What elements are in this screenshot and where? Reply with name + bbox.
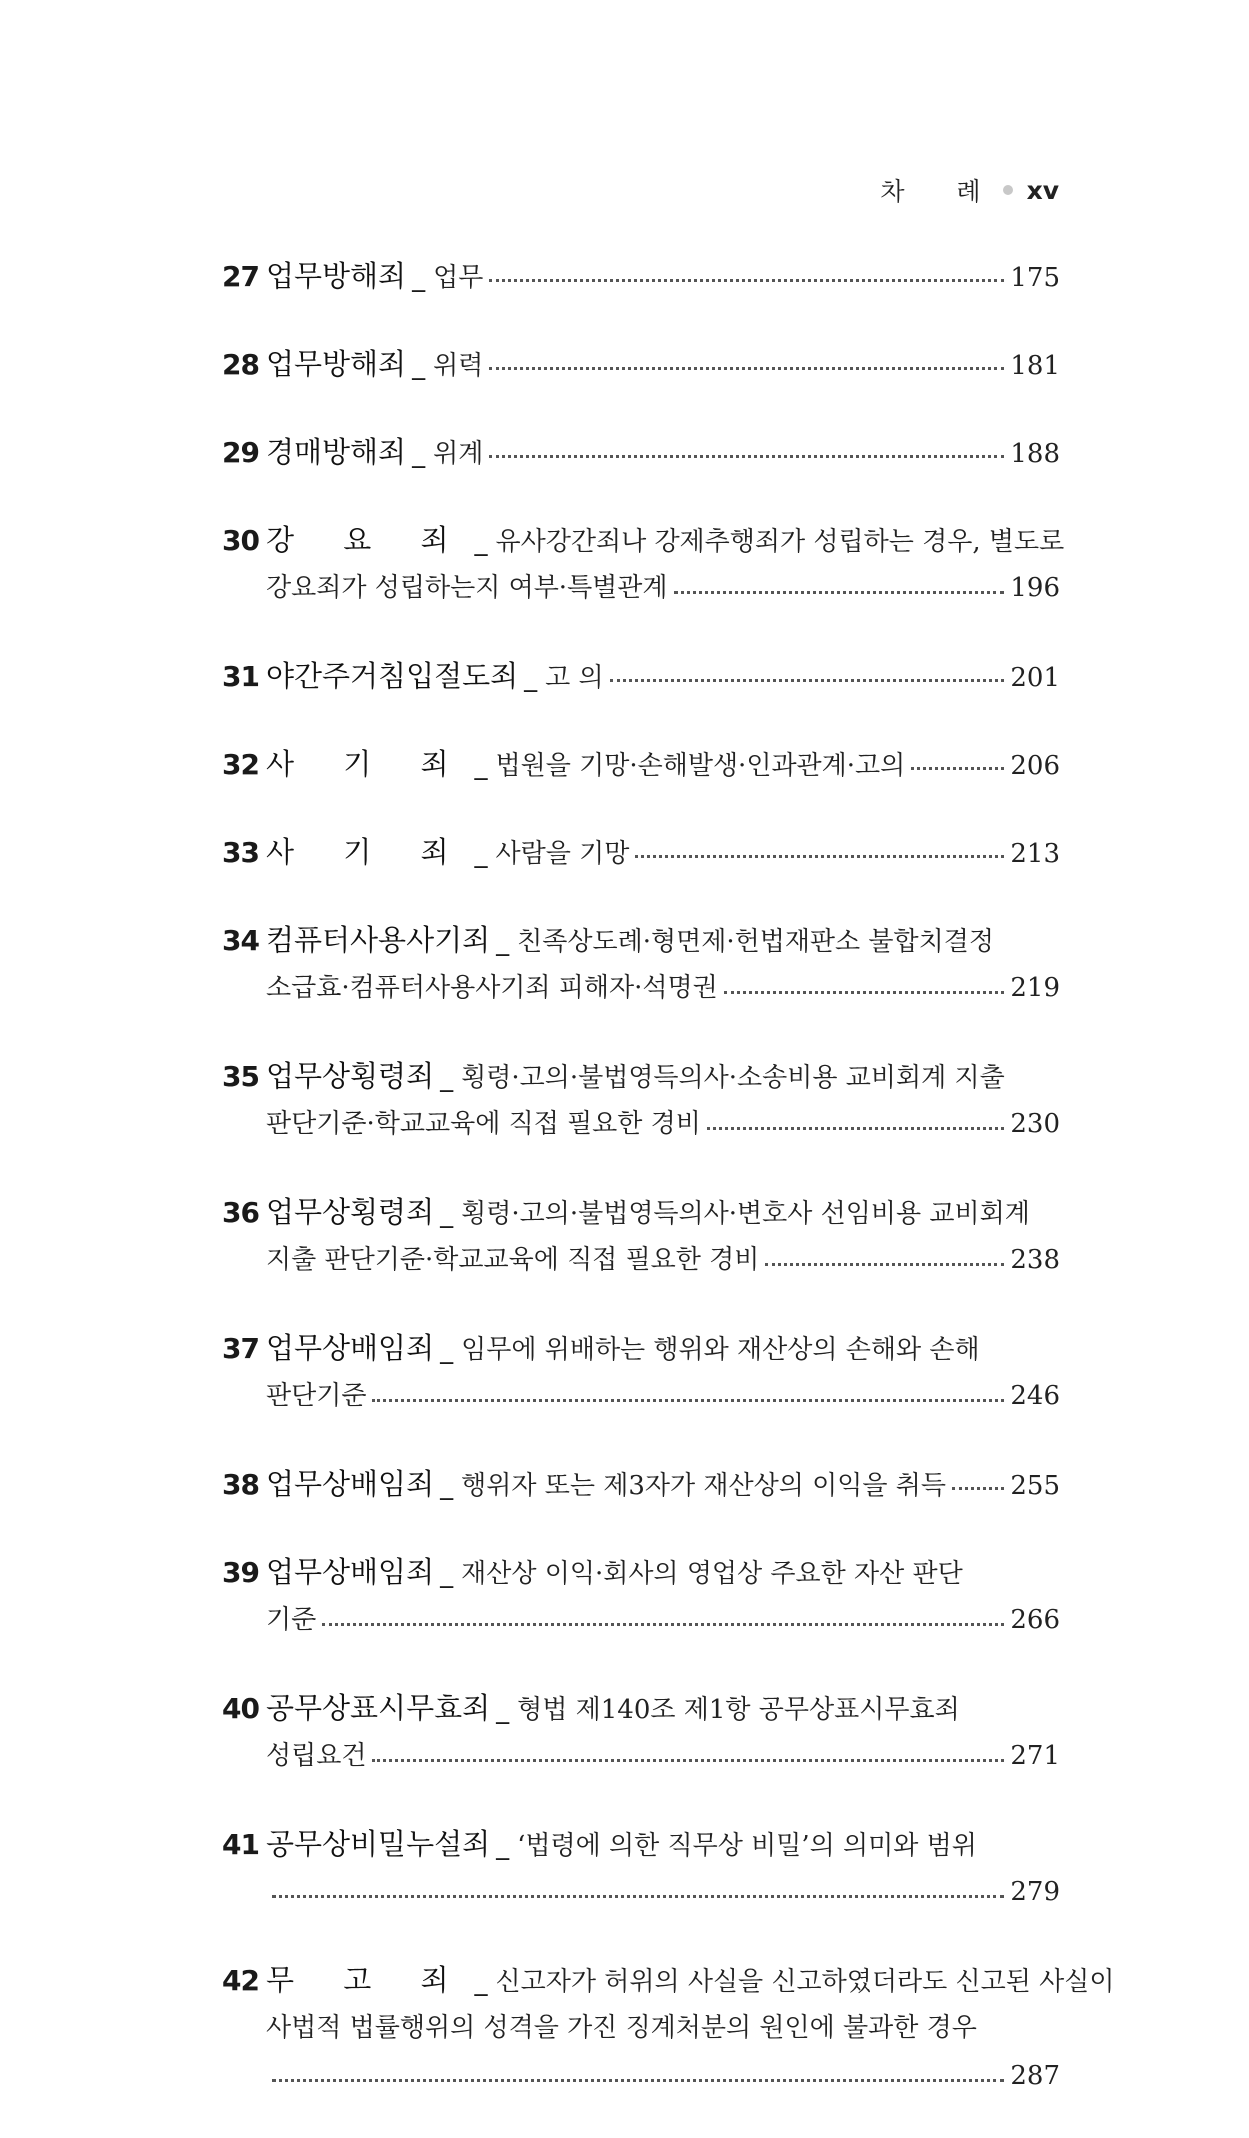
- running-header: [880, 172, 1059, 208]
- page-number: 230: [1010, 1109, 1060, 1139]
- toc-entry: [222, 426, 1060, 478]
- toc-entry-continuation-line: [222, 562, 1060, 614]
- title-separator: _: [440, 1471, 454, 1501]
- entry-subtitle: 친족상도례·형면제·헌법재판소 불합치결정: [517, 927, 995, 957]
- entry-subtitle: ‘법령에 의한 직무상 비밀’의 의미와 범위: [517, 1831, 977, 1861]
- toc-entry: [222, 338, 1060, 390]
- toc-entry-continuation-line: [222, 2050, 1060, 2102]
- toc-entry-first-line: [222, 1050, 1060, 1102]
- entry-subtitle: 기준: [266, 1605, 317, 1635]
- toc-entry-first-line: [222, 914, 1060, 966]
- crime-title: 야간주거침입절도죄: [266, 659, 519, 693]
- toc-entry-first-line: [222, 1322, 1060, 1374]
- toc-entry: [222, 738, 1060, 790]
- crime-title: 경매방해죄: [266, 435, 407, 469]
- crime-title: 컴퓨터사용사기죄: [266, 923, 491, 957]
- toc-entry-continuation-line: [222, 1370, 1060, 1422]
- crime-title: 업무상배임죄: [266, 1555, 435, 1589]
- chapter-number: 33: [222, 836, 259, 869]
- title-separator: _: [474, 527, 488, 557]
- toc-entry: [222, 1050, 1060, 1150]
- page-number: 201: [1010, 663, 1060, 693]
- toc-entry-continuation-line: [222, 1594, 1060, 1646]
- page-number: 181: [1010, 351, 1060, 381]
- dot-leader: [674, 591, 1005, 594]
- bullet-dot-icon: [1003, 185, 1013, 195]
- crime-title: 업무상배임죄: [266, 1467, 435, 1501]
- title-separator: _: [474, 839, 488, 869]
- chapter-number: 37: [222, 1332, 259, 1365]
- chapter-number: 36: [222, 1196, 259, 1229]
- chapter-number: 35: [222, 1060, 259, 1093]
- page-number: 196: [1010, 573, 1060, 603]
- page-number: 219: [1010, 973, 1060, 1003]
- entry-subtitle: 위력: [433, 351, 484, 381]
- entry-subtitle: 유사강간죄나 강제추행죄가 성립하는 경우, 별도로: [495, 527, 1065, 557]
- dot-leader: [707, 1127, 1004, 1130]
- toc-entry-first-line: [222, 1682, 1060, 1734]
- entry-subtitle: 고 의: [545, 663, 604, 693]
- toc-entry-continuation-line: [222, 1730, 1060, 1782]
- page-number: 266: [1010, 1605, 1060, 1635]
- toc-entry-first-line: [222, 650, 1060, 702]
- toc-entry-continuation-line: [222, 2002, 1060, 2054]
- chapter-number: 38: [222, 1468, 259, 1501]
- entry-subtitle: 횡령·고의·불법영득의사·소송비용 교비회계 지출: [461, 1063, 1005, 1093]
- toc-entry-first-line: [222, 826, 1060, 878]
- entry-subtitle: 형법 제140조 제1항 공무상표시무효죄: [517, 1695, 960, 1725]
- page-number: 206: [1010, 751, 1060, 781]
- dot-leader: [489, 367, 1004, 370]
- title-separator: _: [412, 263, 426, 293]
- header-page-number: xv: [1026, 175, 1059, 205]
- dot-leader: [952, 1487, 1004, 1490]
- page-number: 255: [1010, 1471, 1060, 1501]
- dot-leader: [489, 279, 1004, 282]
- entry-subtitle: 횡령·고의·불법영득의사·변호사 선임비용 교비회계: [461, 1199, 1030, 1229]
- dot-leader: [372, 1399, 1004, 1402]
- toc-entry: [222, 650, 1060, 702]
- page-number: 188: [1010, 439, 1060, 469]
- chapter-number: 42: [222, 1964, 259, 1997]
- chapter-number: 34: [222, 924, 259, 957]
- crime-title: 공무상비밀누설죄: [266, 1827, 491, 1861]
- crime-title: 사 기 죄: [266, 835, 469, 869]
- title-separator: _: [496, 927, 510, 957]
- toc-entry: [222, 250, 1060, 302]
- crime-title: 강 요 죄: [266, 523, 469, 557]
- chapter-number: 30: [222, 524, 259, 557]
- toc-entry: [222, 514, 1065, 614]
- crime-title: 업무상배임죄: [266, 1331, 435, 1365]
- entry-subtitle: 행위자 또는 제3자가 재산상의 이익을 취득: [461, 1471, 946, 1501]
- title-separator: _: [474, 751, 488, 781]
- crime-title: 업무상횡령죄: [266, 1195, 435, 1229]
- toc-entry-continuation-line: [222, 1234, 1060, 1286]
- page-number: 279: [1010, 1877, 1060, 1907]
- crime-title: 업무상횡령죄: [266, 1059, 435, 1093]
- toc-entry: [222, 1818, 1060, 1918]
- crime-title: 업무방해죄: [266, 347, 407, 381]
- toc-entry: [222, 1458, 1060, 1510]
- toc-entry-continuation-line: [222, 1866, 1060, 1918]
- toc-entry-first-line: [222, 338, 1060, 390]
- toc-entry: [222, 826, 1060, 878]
- dot-leader: [372, 1759, 1004, 1762]
- table-of-contents: [222, 250, 1115, 2138]
- toc-entry-first-line: [222, 1546, 1060, 1598]
- entry-subtitle: 업무: [433, 263, 484, 293]
- chapter-number: 31: [222, 660, 259, 693]
- title-separator: _: [440, 1559, 454, 1589]
- crime-title: 업무방해죄: [266, 259, 407, 293]
- entry-subtitle: 임무에 위배하는 행위와 재산상의 손해와 손해: [461, 1335, 980, 1365]
- entry-subtitle: 재산상 이익·회사의 영업상 주요한 자산 판단: [461, 1559, 963, 1589]
- entry-subtitle: 사법적 법률행위의 성격을 가진 징계처분의 원인에 불과한 경우: [266, 2013, 977, 2043]
- chapter-number: 39: [222, 1556, 259, 1589]
- title-separator: _: [440, 1199, 454, 1229]
- chapter-number: 28: [222, 348, 259, 381]
- chapter-number: 29: [222, 436, 259, 469]
- title-separator: _: [496, 1695, 510, 1725]
- entry-subtitle: 법원을 기망·손해발생·인과관계·고의: [495, 751, 906, 781]
- chapter-number: 27: [222, 260, 259, 293]
- dot-leader: [322, 1623, 1004, 1626]
- chapter-number: 32: [222, 748, 259, 781]
- toc-entry-continuation-line: [222, 1098, 1060, 1150]
- toc-entry-first-line: [222, 250, 1060, 302]
- page-number: 287: [1010, 2061, 1060, 2091]
- crime-title: 공무상표시무효죄: [266, 1691, 491, 1725]
- title-separator: _: [496, 1831, 510, 1861]
- title-separator: _: [440, 1063, 454, 1093]
- entry-subtitle: 소급효·컴퓨터사용사기죄 피해자·석명권: [266, 973, 718, 1003]
- toc-entry-first-line: [222, 1818, 1060, 1870]
- entry-subtitle: 판단기준: [266, 1381, 367, 1411]
- toc-entry-first-line: [222, 1458, 1060, 1510]
- page-number: 271: [1010, 1741, 1060, 1771]
- toc-entry: [222, 914, 1060, 1014]
- title-separator: _: [412, 351, 426, 381]
- toc-entry-first-line: [222, 1954, 1115, 2006]
- title-separator: _: [474, 1967, 488, 1997]
- entry-subtitle: 지출 판단기준·학교교육에 직접 필요한 경비: [266, 1245, 760, 1275]
- title-separator: _: [524, 663, 538, 693]
- chapter-number: 41: [222, 1828, 259, 1861]
- toc-entry-first-line: [222, 738, 1060, 790]
- dot-leader: [272, 2079, 1004, 2082]
- entry-subtitle: 사람을 기망: [495, 839, 630, 869]
- toc-entry: [222, 1186, 1060, 1286]
- toc-entry-continuation-line: [222, 962, 1060, 1014]
- dot-leader: [489, 455, 1004, 458]
- toc-entry-first-line: [222, 426, 1060, 478]
- page-number: 213: [1010, 839, 1060, 869]
- toc-entry: [222, 1954, 1115, 2102]
- entry-subtitle: 강요죄가 성립하는지 여부·특별관계: [266, 573, 668, 603]
- dot-leader: [635, 855, 1004, 858]
- title-separator: _: [412, 439, 426, 469]
- entry-subtitle: 신고자가 허위의 사실을 신고하였더라도 신고된 사실이: [495, 1967, 1115, 1997]
- page-number: 175: [1010, 263, 1060, 293]
- page-number: 238: [1010, 1245, 1060, 1275]
- page-number: 246: [1010, 1381, 1060, 1411]
- toc-entry-first-line: [222, 514, 1065, 566]
- crime-title: 사 기 죄: [266, 747, 469, 781]
- toc-entry: [222, 1322, 1060, 1422]
- toc-entry-first-line: [222, 1186, 1060, 1238]
- entry-subtitle: 판단기준·학교교육에 직접 필요한 경비: [266, 1109, 701, 1139]
- dot-leader: [610, 679, 1005, 682]
- header-label: 차 례: [880, 177, 1003, 206]
- toc-entry: [222, 1682, 1060, 1782]
- dot-leader: [272, 1895, 1004, 1898]
- crime-title: 무 고 죄: [266, 1963, 469, 1997]
- title-separator: _: [440, 1335, 454, 1365]
- dot-leader: [911, 767, 1004, 770]
- dot-leader: [765, 1263, 1004, 1266]
- entry-subtitle: 성립요건: [266, 1741, 367, 1771]
- entry-subtitle: 위계: [433, 439, 484, 469]
- dot-leader: [724, 991, 1005, 994]
- chapter-number: 40: [222, 1692, 259, 1725]
- toc-entry: [222, 1546, 1060, 1646]
